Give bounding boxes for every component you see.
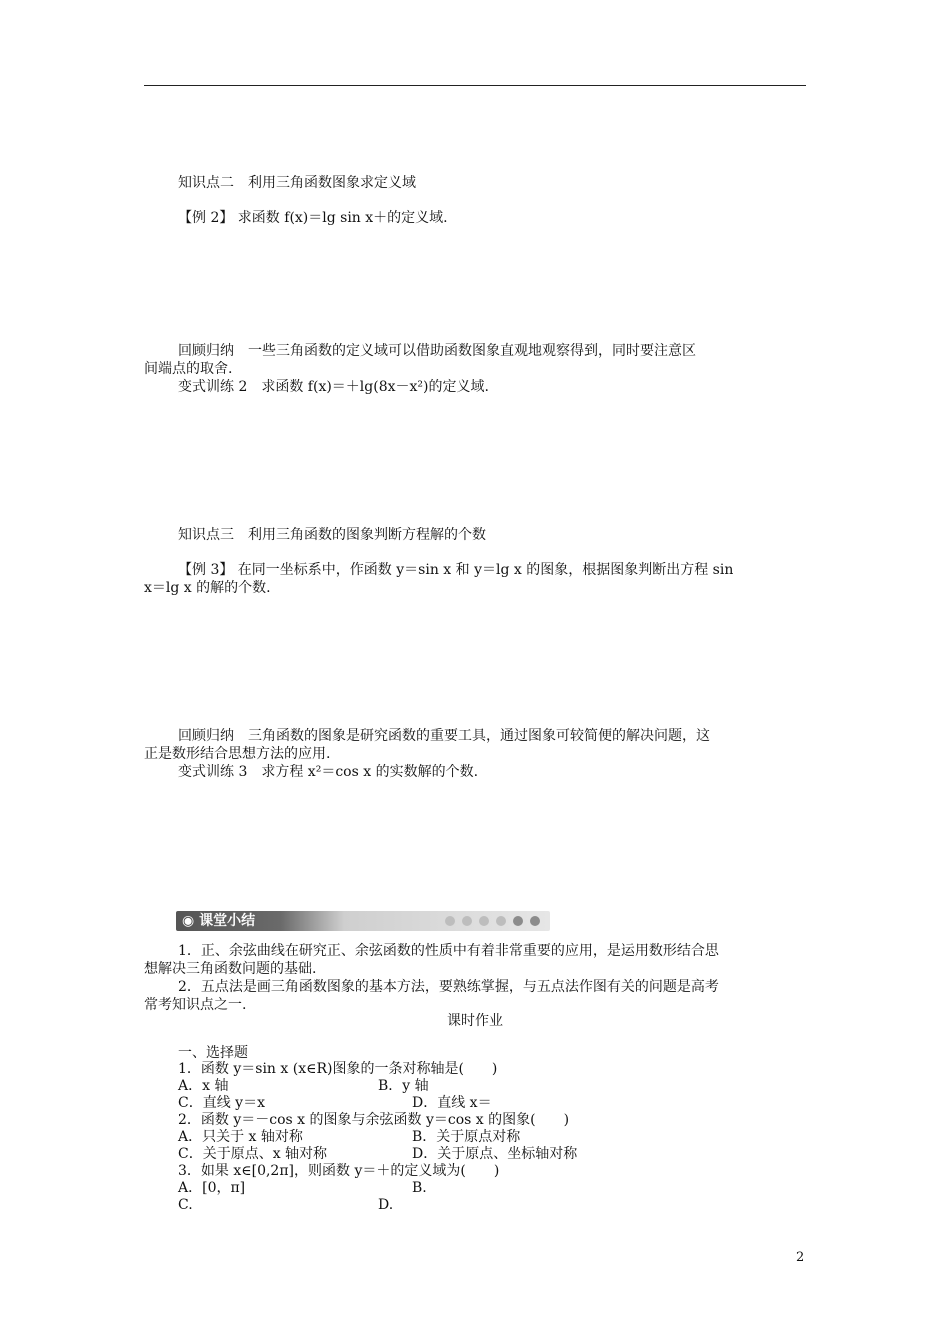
- dot-icon: [530, 916, 540, 926]
- header-rule: [144, 85, 806, 86]
- question-1-option-b: B．y 轴: [378, 1078, 429, 1094]
- dot-icon: [513, 916, 523, 926]
- summary-header-bar: [176, 911, 550, 931]
- dot-icon: [496, 916, 506, 926]
- question-1: 1．函数 y＝sin x (x∈R)图象的一条对称轴是( ): [178, 1061, 498, 1077]
- knowledge-point-3-title: 知识点三 利用三角函数的图象判断方程解的个数: [178, 527, 486, 543]
- variant-2: 变式训练 2 求函数 f(x)＝＋lg(8x－x²)的定义域.: [178, 379, 489, 395]
- decorative-dots: [445, 916, 540, 926]
- variant-3: 变式训练 3 求方程 x²＝cos x 的实数解的个数.: [178, 764, 479, 780]
- question-1-option-d: D．直线 x＝: [412, 1095, 492, 1111]
- question-3-option-a: A．[0，π]: [178, 1180, 246, 1196]
- review-2-line-1: 回顾归纳 一些三角函数的定义域可以借助函数图象直观地观察得到，同时要注意区: [178, 343, 696, 359]
- question-1-option-a: A．x 轴: [178, 1078, 229, 1094]
- question-3: 3．如果 x∈[0,2π]，则函数 y＝＋的定义域为( ): [178, 1163, 500, 1179]
- question-3-option-c: C.: [178, 1197, 193, 1213]
- homework-title: 课时作业: [447, 1013, 503, 1029]
- knowledge-point-2-title: 知识点二 利用三角函数图象求定义域: [178, 175, 416, 191]
- summary-point-1-line-2: 想解决三角函数问题的基础.: [144, 961, 317, 977]
- question-3-option-d: D.: [378, 1197, 394, 1213]
- summary-header: ◉ 课堂小结: [182, 913, 256, 929]
- question-2-option-d: D．关于原点、坐标轴对称: [412, 1146, 578, 1162]
- question-2-option-a: A．只关于 x 轴对称: [178, 1129, 303, 1145]
- question-3-option-b: B.: [412, 1180, 427, 1196]
- summary-point-1-line-1: 1．正、余弦曲线在研究正、余弦函数的性质中有着非常重要的应用，是运用数形结合思: [178, 943, 719, 959]
- page-number: 2: [796, 1250, 805, 1265]
- summary-point-2-line-2: 常考知识点之一.: [144, 997, 247, 1013]
- example-3-line-2: x＝lg x 的解的个数.: [144, 580, 271, 596]
- question-2: 2．函数 y＝－cos x 的图象与余弦函数 y＝cos x 的图象( ): [178, 1112, 570, 1128]
- example-3-line-1: 【例 3】 在同一坐标系中，作函数 y＝sin x 和 y＝lg x 的图象，根据图象判断出方程 sin: [178, 562, 734, 578]
- dot-icon: [479, 916, 489, 926]
- example-2: 【例 2】 求函数 f(x)＝lg sin x＋的定义域.: [178, 210, 448, 226]
- review-3-line-1: 回顾归纳 三角函数的图象是研究函数的重要工具，通过图象可较简便的解决问题，这: [178, 728, 710, 744]
- question-2-option-c: C．关于原点、x 轴对称: [178, 1146, 328, 1162]
- dot-icon: [462, 916, 472, 926]
- dot-icon: [445, 916, 455, 926]
- homework-part-title: 一、选择题: [178, 1045, 248, 1061]
- question-1-option-c: C．直线 y＝x: [178, 1095, 265, 1111]
- review-3-line-2: 正是数形结合思想方法的应用.: [144, 746, 331, 762]
- summary-point-2-line-1: 2．五点法是画三角函数图象的基本方法，要熟练掌握，与五点法作图有关的问题是高考: [178, 979, 719, 995]
- review-2-line-2: 间端点的取舍.: [144, 361, 233, 377]
- question-2-option-b: B．关于原点对称: [412, 1129, 521, 1145]
